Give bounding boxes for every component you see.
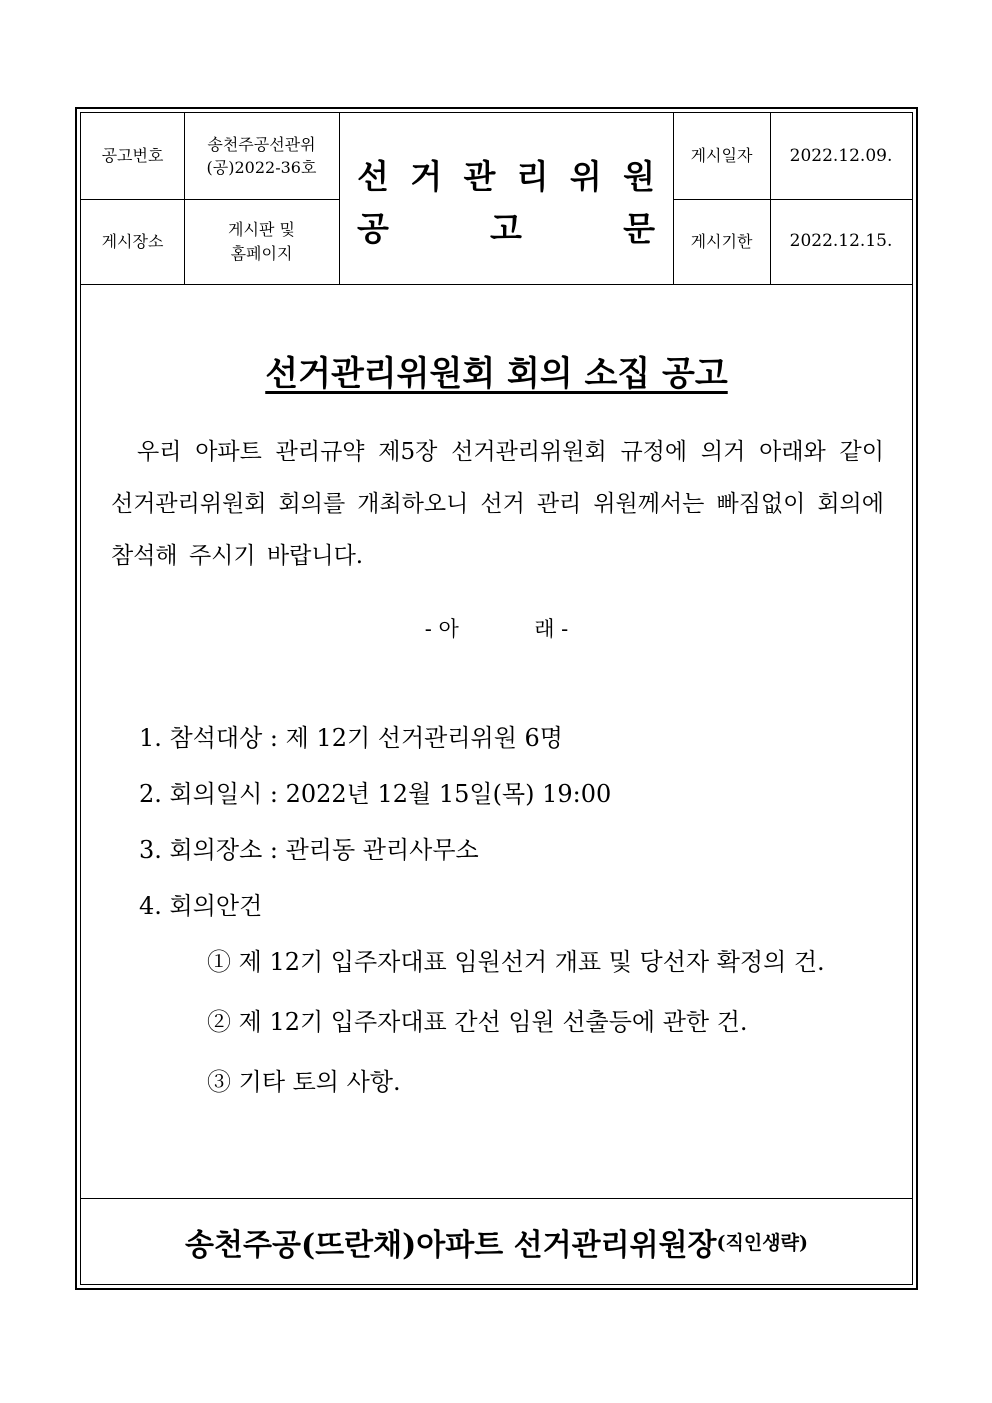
big-title-char: 원 <box>623 157 655 196</box>
big-title-row1 <box>357 151 655 198</box>
notice-no-value-line1: 송천주공선관위 <box>207 134 316 154</box>
big-title-char: 선 <box>357 157 389 196</box>
big-title-char: 거 <box>410 157 443 196</box>
place-value-line2: 홈페이지 <box>230 243 293 263</box>
post-date-label: 게시일자 <box>690 146 753 166</box>
place-value <box>184 199 339 284</box>
signature: 송천주공(뜨란채)아파트 선거관리위원장 <box>185 1227 717 1263</box>
post-deadline-value: 2022.12.15. <box>789 231 893 252</box>
list-item: 1. 참석대상 : 제 12기 선거관리위원 6명 <box>139 724 563 752</box>
arae-heading <box>81 613 912 643</box>
agenda-item: ① 제 12기 입주자대표 임원선거 개표 및 당선자 확정의 건. <box>207 948 825 976</box>
intro-paragraph: 우리 아파트 관리규약 제5장 선거관리위원회 규정에 의거 아래와 같이 선거관리위원회 회의를 개최하오니 선거 관리 위원께서는 빠짐없이 회의에 참석해 주시기 바랍니다. <box>111 439 884 569</box>
notice-no-value <box>184 113 339 199</box>
notice-inner-frame <box>80 112 913 1285</box>
big-title-char: 공 <box>357 209 389 248</box>
arae-left: - 아 <box>424 617 459 641</box>
seal-omitted-note: (직인생략) <box>716 1232 808 1254</box>
notice-frame <box>75 107 918 1290</box>
big-title-row2 <box>357 203 655 250</box>
arae-right: 래 - <box>534 617 569 641</box>
big-title-char: 관 <box>463 157 496 196</box>
notice-title <box>81 346 912 395</box>
post-date-value: 2022.12.09. <box>789 145 893 166</box>
notice-title-text: 선거관리위원회 회의 소집 공고 <box>265 354 728 394</box>
header-table <box>81 113 912 285</box>
notice-no-label: 공고번호 <box>101 146 164 166</box>
big-title-char: 문 <box>623 209 655 248</box>
big-title-char: 리 <box>516 157 549 196</box>
big-title-char: 위 <box>569 157 602 196</box>
place-label: 게시장소 <box>101 231 164 251</box>
list-item: 2. 회의일시 : 2022년 12월 15일(목) 19:00 <box>139 780 612 808</box>
notice-no-value-line2: (공)2022-36호 <box>206 158 317 177</box>
signature-footer <box>81 1198 912 1284</box>
agenda-item: ③ 기타 토의 사항. <box>207 1068 401 1096</box>
list-item: 4. 회의안건 <box>139 892 263 920</box>
post-deadline-label: 게시기한 <box>690 231 753 251</box>
list-item: 3. 회의장소 : 관리동 관리사무소 <box>139 836 479 864</box>
agenda-item: ② 제 12기 입주자대표 간선 임원 선출등에 관한 건. <box>207 1008 748 1036</box>
notice-big-title <box>339 113 673 284</box>
big-title-char: 고 <box>490 209 522 248</box>
place-value-line1: 게시판 및 <box>228 220 295 240</box>
